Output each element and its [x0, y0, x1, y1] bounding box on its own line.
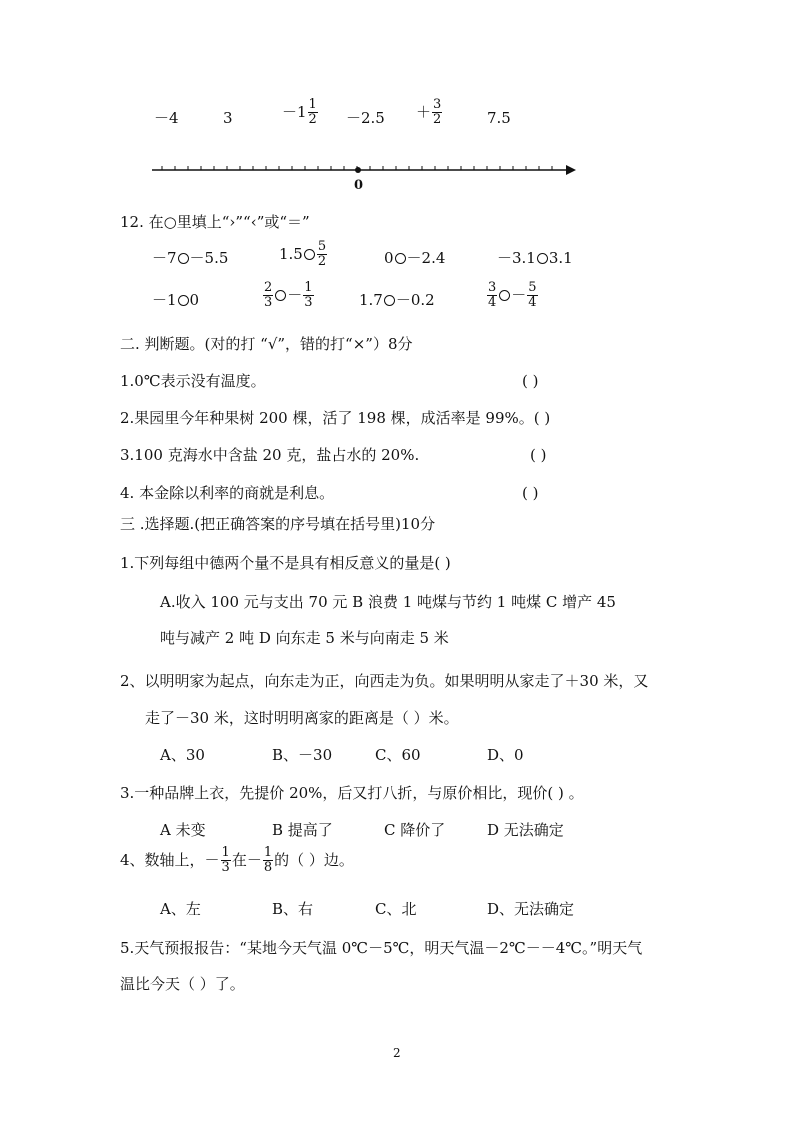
numberline-value-prefix: －1 [282, 102, 307, 121]
question-12-title: 12. 在○里填上“›”“‹”或“＝” [120, 213, 310, 231]
comparison-item [152, 293, 199, 308]
judgement-item: 1.0℃表示没有温度。 [120, 372, 266, 390]
comparison-item [359, 293, 435, 308]
answer-circle[interactable] [178, 295, 189, 306]
answer-circle[interactable] [275, 290, 286, 301]
numberline-value-prefix: ＋ [416, 102, 432, 121]
fraction [303, 281, 313, 309]
left-term: 1.5 [279, 244, 303, 263]
fraction [263, 846, 273, 874]
fraction-numerator: 5 [317, 239, 327, 254]
section-3-title: 三 .选择题.(把正确答案的序号填在括号里)10分 [120, 515, 436, 533]
answer-circle[interactable] [304, 249, 315, 260]
comparison-item [497, 251, 573, 266]
left-term: 1.7 [359, 291, 383, 309]
right-term: 3.1 [548, 249, 573, 267]
fraction-numerator: 1 [304, 280, 313, 295]
answer-circle[interactable] [395, 253, 406, 264]
stem-text: 的（ ）边。 [274, 850, 354, 869]
left-term: －7 [152, 249, 177, 267]
right-term: －5.5 [189, 249, 229, 267]
choice-option[interactable]: A、左 [160, 900, 201, 918]
choice-option[interactable]: C、北 [375, 900, 417, 918]
fraction [263, 281, 273, 309]
choice-option[interactable]: D、0 [487, 746, 524, 764]
fraction-numerator: 3 [488, 280, 497, 295]
fraction [317, 240, 327, 268]
choice-question-stem: 2、以明明家为起点，向东走为正，向西走为负。如果明明从家走了＋30 米，又 [120, 672, 649, 690]
comparison-item [279, 240, 328, 268]
choice-options: 吨与减产 2 吨 D 向东走 5 米与向南走 5 米 [160, 629, 449, 647]
fraction-denominator: 3 [221, 859, 230, 875]
fraction [487, 281, 497, 309]
numberline-zero-label: 0 [354, 178, 364, 193]
answer-paren[interactable]: ( ) [522, 372, 539, 390]
fraction [527, 281, 537, 309]
choice-option[interactable]: C 降价了 [384, 821, 446, 839]
answer-circle[interactable] [537, 253, 548, 264]
choice-option[interactable]: B 提高了 [272, 821, 333, 839]
page-number: 2 [393, 1046, 401, 1060]
fraction-denominator: 4 [488, 294, 497, 310]
choice-question-stem: 走了－30 米，这时明明离家的距离是（ ）米。 [145, 709, 459, 727]
fraction [308, 98, 318, 126]
fraction-numerator: 2 [264, 280, 273, 295]
choice-question-stem: 5.天气预报报告：“某地今天气温 0℃－5℃，明天气温－2℃－－4℃。”明天气 [120, 939, 643, 957]
numberline-value: 7.5 [487, 109, 511, 127]
stem-text: 4、数轴上，－ [120, 850, 220, 869]
answer-paren[interactable]: ( ) [522, 484, 539, 502]
judgement-item: 2.果园里今年种果树 200 棵，活了 198 棵，成活率是 99%。( ) [120, 409, 551, 427]
fraction-numerator: 1 [308, 97, 317, 112]
fraction-numerator: 5 [528, 280, 537, 295]
right-term: 0 [189, 291, 200, 309]
numberline-value: －2.5 [346, 109, 385, 127]
fraction-denominator: 4 [528, 294, 537, 310]
fraction [432, 98, 442, 126]
choice-option[interactable]: B、右 [272, 900, 314, 918]
choice-question-stem: 3.一种品牌上衣，先提价 20%，后又打八折，与原价相比，现价( ) 。 [120, 784, 584, 802]
choice-option[interactable]: C、60 [375, 746, 421, 764]
choice-question-stem: 1.下列每组中德两个量不是具有相反意义的量是( ) [120, 554, 451, 572]
choice-option[interactable]: D、无法确定 [487, 900, 575, 918]
left-term: －3.1 [497, 249, 536, 267]
fraction-denominator: 3 [264, 294, 273, 310]
fraction-numerator: 1 [263, 845, 273, 860]
fraction-denominator: 2 [317, 253, 327, 269]
judgement-item: 3.100 克海水中含盐 20 克，盐占水的 20%. [120, 446, 420, 464]
comparison-item [262, 281, 315, 309]
answer-circle[interactable] [499, 290, 510, 301]
choice-option[interactable]: A、30 [160, 746, 205, 764]
fraction-numerator: 3 [433, 97, 442, 112]
fraction-denominator: 2 [308, 111, 317, 127]
numberline-value: 3 [223, 109, 233, 127]
fraction-numerator: 1 [221, 845, 230, 860]
choice-question-stem: 温比今天（ ）了。 [120, 975, 245, 993]
judgement-item: 4. 本金除以利率的商就是利息。 [120, 484, 335, 502]
answer-circle[interactable] [384, 295, 395, 306]
answer-circle[interactable] [178, 253, 189, 264]
numberline-value [282, 98, 319, 126]
answer-paren[interactable]: ( ) [530, 446, 547, 464]
section-2-title: 二. 判断题。(对的打 “√”，错的打“×”）8分 [120, 335, 413, 353]
choice-option[interactable]: D 无法确定 [487, 821, 564, 839]
fraction [221, 846, 231, 874]
stem-text: 在－ [231, 850, 262, 869]
right-term: －2.4 [406, 249, 446, 267]
fraction-denominator: 8 [263, 859, 273, 875]
minus-sign: － [511, 285, 527, 304]
minus-sign: － [287, 285, 303, 304]
comparison-item [384, 251, 445, 266]
numberline-value: －4 [154, 109, 179, 127]
left-term: 0 [384, 249, 394, 267]
numberline-value [416, 98, 443, 126]
choice-option[interactable]: A 未变 [160, 821, 206, 839]
comparison-item [486, 281, 539, 309]
left-term: －1 [152, 291, 177, 309]
comparison-item [152, 251, 228, 266]
fraction-denominator: 2 [433, 111, 442, 127]
choice-question-stem [120, 846, 354, 874]
choice-options: A.收入 100 元与支出 70 元 B 浪费 1 吨煤与节约 1 吨煤 C 增产 45 [160, 593, 616, 611]
choice-option[interactable]: B、－30 [272, 746, 333, 764]
number-line [148, 158, 588, 188]
right-term: －0.2 [395, 291, 435, 309]
fraction-denominator: 3 [304, 294, 313, 310]
